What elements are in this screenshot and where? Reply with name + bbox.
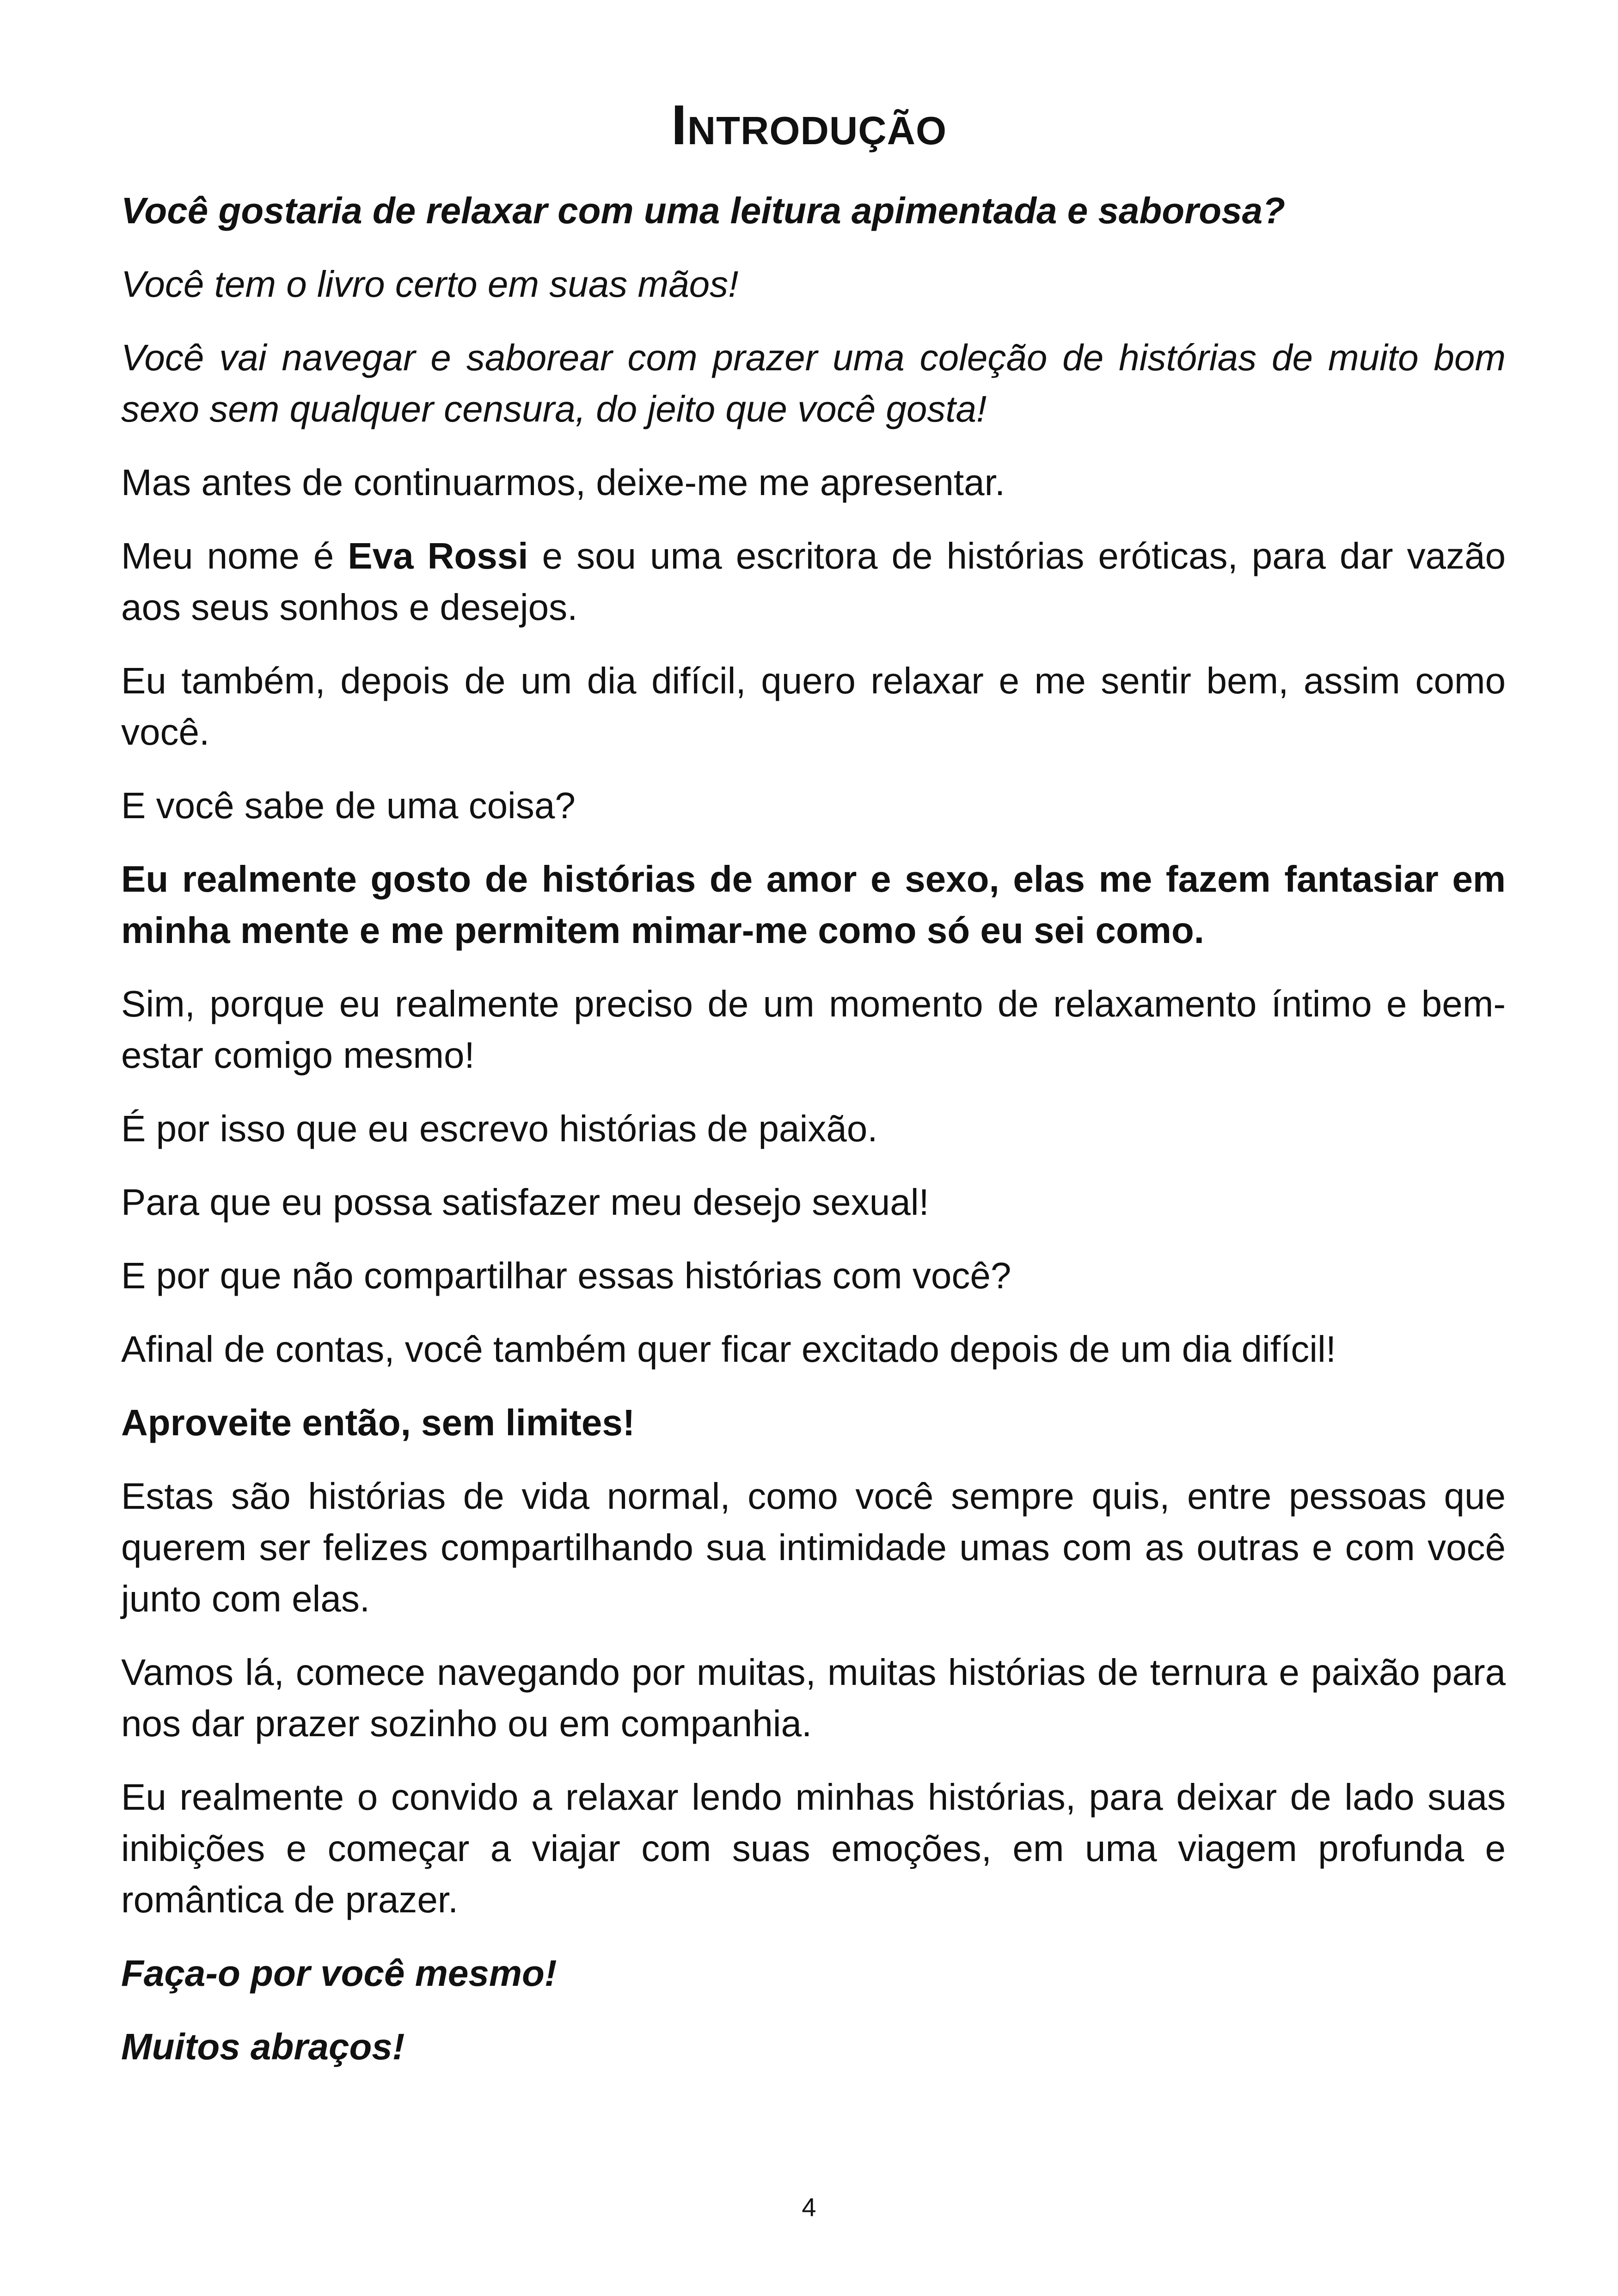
- paragraph-share-stories: E por que não compartilhar essas histórias com você?: [121, 1255, 1011, 1296]
- author-name: Eva Rossi: [348, 535, 528, 576]
- paragraph-love-stories: Eu realmente gosto de histórias de amor e sexo, elas me fazem fantasiar em minha mente e me permitem mimar-me como só eu sei como.: [121, 858, 1506, 951]
- page-title: Introdução: [671, 93, 947, 156]
- paragraph-satisfy-desire: Para que eu possa satisfazer meu desejo sexual!: [121, 1182, 929, 1223]
- paragraph-invitation: Eu realmente o convido a relaxar lendo minhas histórias, para deixar de lado suas inibições e começar a viajar com suas emoções, em uma viagem profunda e romântica de prazer.: [121, 1776, 1506, 1920]
- body-text: [121, 185, 1506, 2072]
- author-intro-text-b: e sou uma escritora de histórias eróticas, para dar vazão aos seus sonhos e desejos.: [121, 535, 1506, 628]
- paragraph-do-it: Faça-o por você mesmo!: [121, 1953, 557, 1994]
- paragraph-right-book: Você tem o livro certo em suas mãos!: [121, 263, 739, 305]
- paragraph-navigate-stories: Você vai navegar e saborear com prazer uma coleção de histórias de muito bom sexo sem qualquer censura, do jeito que você gosta!: [121, 337, 1506, 429]
- page-number: 4: [802, 2192, 816, 2222]
- paragraph-lets-go: Vamos lá, comece navegando por muitas, muitas histórias de ternura e paixão para nos dar prazer sozinho ou em companhia.: [121, 1652, 1506, 1744]
- paragraph-hugs: Muitos abraços!: [121, 2026, 405, 2067]
- paragraph-before-continue: Mas antes de continuarmos, deixe-me me apresentar.: [121, 462, 1005, 503]
- paragraph-you-know: E você sabe de uma coisa?: [121, 785, 576, 826]
- paragraph-author-intro: [121, 530, 1506, 633]
- paragraph-enjoy: Aproveite então, sem limites!: [121, 1402, 635, 1443]
- paragraph-after-all: Afinal de contas, você também quer ficar excitado depois de um dia difícil!: [121, 1329, 1336, 1370]
- paragraph-normal-life: Estas são histórias de vida normal, como você sempre quis, entre pessoas que querem ser felizes compartilhando sua intimidade umas com as outras e com você junto com elas.: [121, 1476, 1506, 1619]
- author-intro-text-a: Meu nome é: [121, 535, 348, 576]
- paragraph-difficult-day: Eu também, depois de um dia difícil, quero relaxar e me sentir bem, assim como você.: [121, 660, 1506, 753]
- paragraph-why-write: É por isso que eu escrevo histórias de paixão.: [121, 1108, 878, 1149]
- paragraph-relaxation: Sim, porque eu realmente preciso de um momento de relaxamento íntimo e bem-estar comigo mesmo!: [121, 983, 1506, 1076]
- paragraph-intro-question: Você gostaria de relaxar com uma leitura apimentada e saborosa?: [121, 190, 1286, 231]
